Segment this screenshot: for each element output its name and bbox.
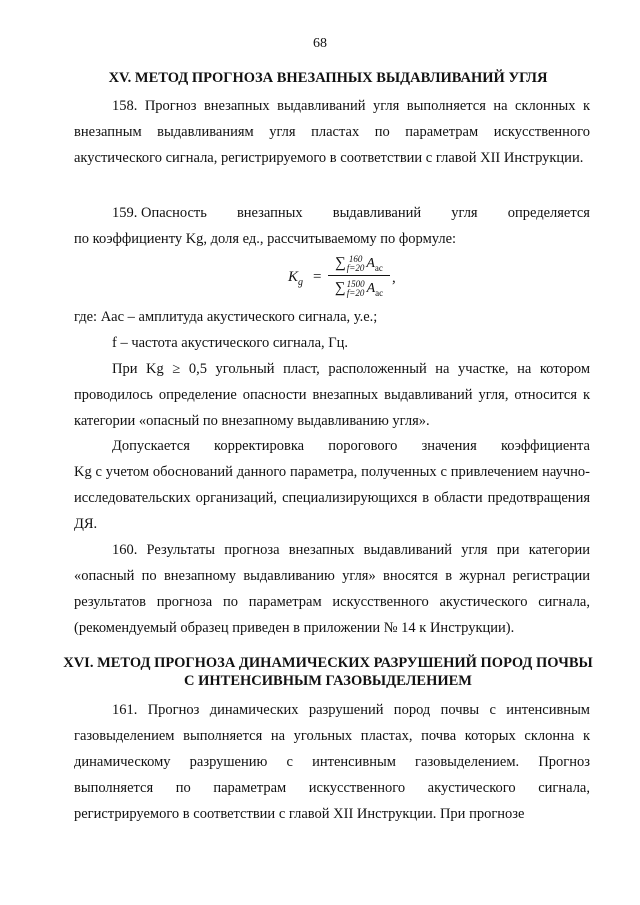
formula-lhs: $K_g$ — [288, 269, 304, 288]
formula-denominator: ∑ 1500 f=20 $A_{ac}$ — [334, 278, 384, 298]
fraction-bar — [328, 275, 390, 276]
page-number: 68 — [313, 36, 327, 51]
document-page: 68 XV. МЕТОД ПРОГНОЗА ВНЕЗАПНЫХ ВЫДАВЛИВАНИЙ УГЛЯ 158. Прогноз внезапных выдавливаний угля выполняется на склонных к внезапным выдавливаниям угля пластах по параметрам искусственного акустического сигнала, регистрируемого в соответствии с главой XII Инструкции. 159. Опасность внезапных выдавливаний угля определяется по коэффициенту Kg, доля ед., рассчитываемому по формуле: $K_g$ = ∑ 160 f=20 $A_{ac}$ ∑ 1500 f=20 $A_{ac}$ , где: Aас – амплитуда акустического сигнала, у.е.; f – частота акустического сигнала, Гц. При Kg ≥ 0,5 угольный пласт, расположенный на участке, на котором проводилось определение опасности внезапных выдавливаний угля, относится к категории «опасный по внезапному выдавливанию угля». Допускается корректировка порогового значения коэффициента Kg с учетом обоснований данного параметра, полученных с привлечением научно-исследовательских организаций, специализирующихся в области предотвращения ДЯ. 160. Результаты прогноза внезапных выдавливаний угля при категории «опасный по внезапному выдавливанию угля» вносятся в журнал регистрации результатов прогноза по параметрам искусственного акустического сигнала, (рекомендуемый образец приведен в приложении № 14 к Инструкции). XVI. МЕТОД ПРОГНОЗА ДИНАМИЧЕСКИХ РАЗРУШЕНИЙ ПОРОД ПОЧВЫ С ИНТЕНСИВНЫМ ГАЗОВЫДЕЛЕНИЕМ 161. Прогноз динамических разрушений пород почвы с интенсивным газовыделением выполняется на угольных пластах, почва которых склонна к динамическому разрушению с интенсивным газовыделением. Прогноз выполняется по параметрам искусственного акустического сигнала, регистрируемого в соответствии с главой XII Инструкции. При прогнозе — [0, 0, 640, 905]
word: внезапных — [236, 205, 303, 221]
section-heading-xvi-line1: XVI. МЕТОД ПРОГНОЗА ДИНАМИЧЕСКИХ РАЗРУШЕНИЙ ПОРОД ПОЧВЫ — [63, 655, 593, 671]
paragraph-160: 160. Результаты прогноза внезапных выдавливаний угля при категории «опасный по внезапному выдавливанию угля» вносятся в журнал регистрации результатов прогноза по параметрам искусственного акустического сигнала, (рекомендуемый образец приведен в приложении № 14 к Инструкции). — [74, 542, 590, 636]
paragraph-criterion: При Kg ≥ 0,5 угольный пласт, расположенный на участке, на котором проводилось определение опасности внезапных выдавливаний угля, относится к категории «опасный по внезапному выдавливанию угля». — [74, 361, 590, 429]
paragraph-161: 161. Прогноз динамических разрушений пород почвы с интенсивным газовыделением выполняется на угольных пластах, почва которых склонна к динамическому разрушению с интенсивным газовыделением. Прогноз выполняется по параметрам искусственного акустического сигнала, регистрируемого в соответствии с главой XII Инструкции. При прогнозе — [74, 702, 590, 822]
formula-fraction — [328, 252, 390, 299]
paragraph-159-line1 — [112, 200, 590, 226]
paragraph-158: 158. Прогноз внезапных выдавливаний угля выполняется на склонных к внезапным выдавливаниям угля пластах по параметрам искусственного акустического сигнала, регистрируемого в соответствии с главой XII Инструкции. — [74, 98, 590, 166]
paragraph-159-line2: по коэффициенту Kg, доля ед., рассчитываемому по формуле: — [74, 231, 457, 247]
word: Допускается — [112, 438, 190, 454]
formula-numerator: ∑ 160 f=20 $A_{ac}$ — [335, 253, 383, 273]
word: выдавливаний — [332, 205, 422, 221]
paragraph-adjust-line1 — [112, 433, 590, 459]
section-heading-xvi-line2: С ИНТЕНСИВНЫМ ГАЗОВЫДЕЛЕНИЕМ — [184, 673, 472, 689]
paragraph-adjust-rest: Kg с учетом обоснований данного параметра, полученных с привлечением научно-исследовательских организаций, специализирующихся в области предотвращения ДЯ. — [74, 464, 590, 532]
word: порогового — [328, 438, 398, 454]
word: определяется — [507, 205, 590, 221]
where-amplitude: где: Aас – амплитуда акустического сигнала, у.е.; — [74, 309, 378, 325]
section-heading-xv: XV. МЕТОД ПРОГНОЗА ВНЕЗАПНЫХ ВЫДАВЛИВАНИЙ УГЛЯ — [108, 70, 548, 86]
word: значения — [421, 438, 477, 454]
word: корректировка — [214, 438, 305, 454]
equals-sign: = — [313, 269, 322, 285]
word: 159. Опасность — [112, 205, 207, 221]
word: угля — [451, 205, 478, 221]
word: коэффициента — [500, 438, 590, 454]
where-frequency: f – частота акустического сигнала, Гц. — [112, 335, 349, 351]
